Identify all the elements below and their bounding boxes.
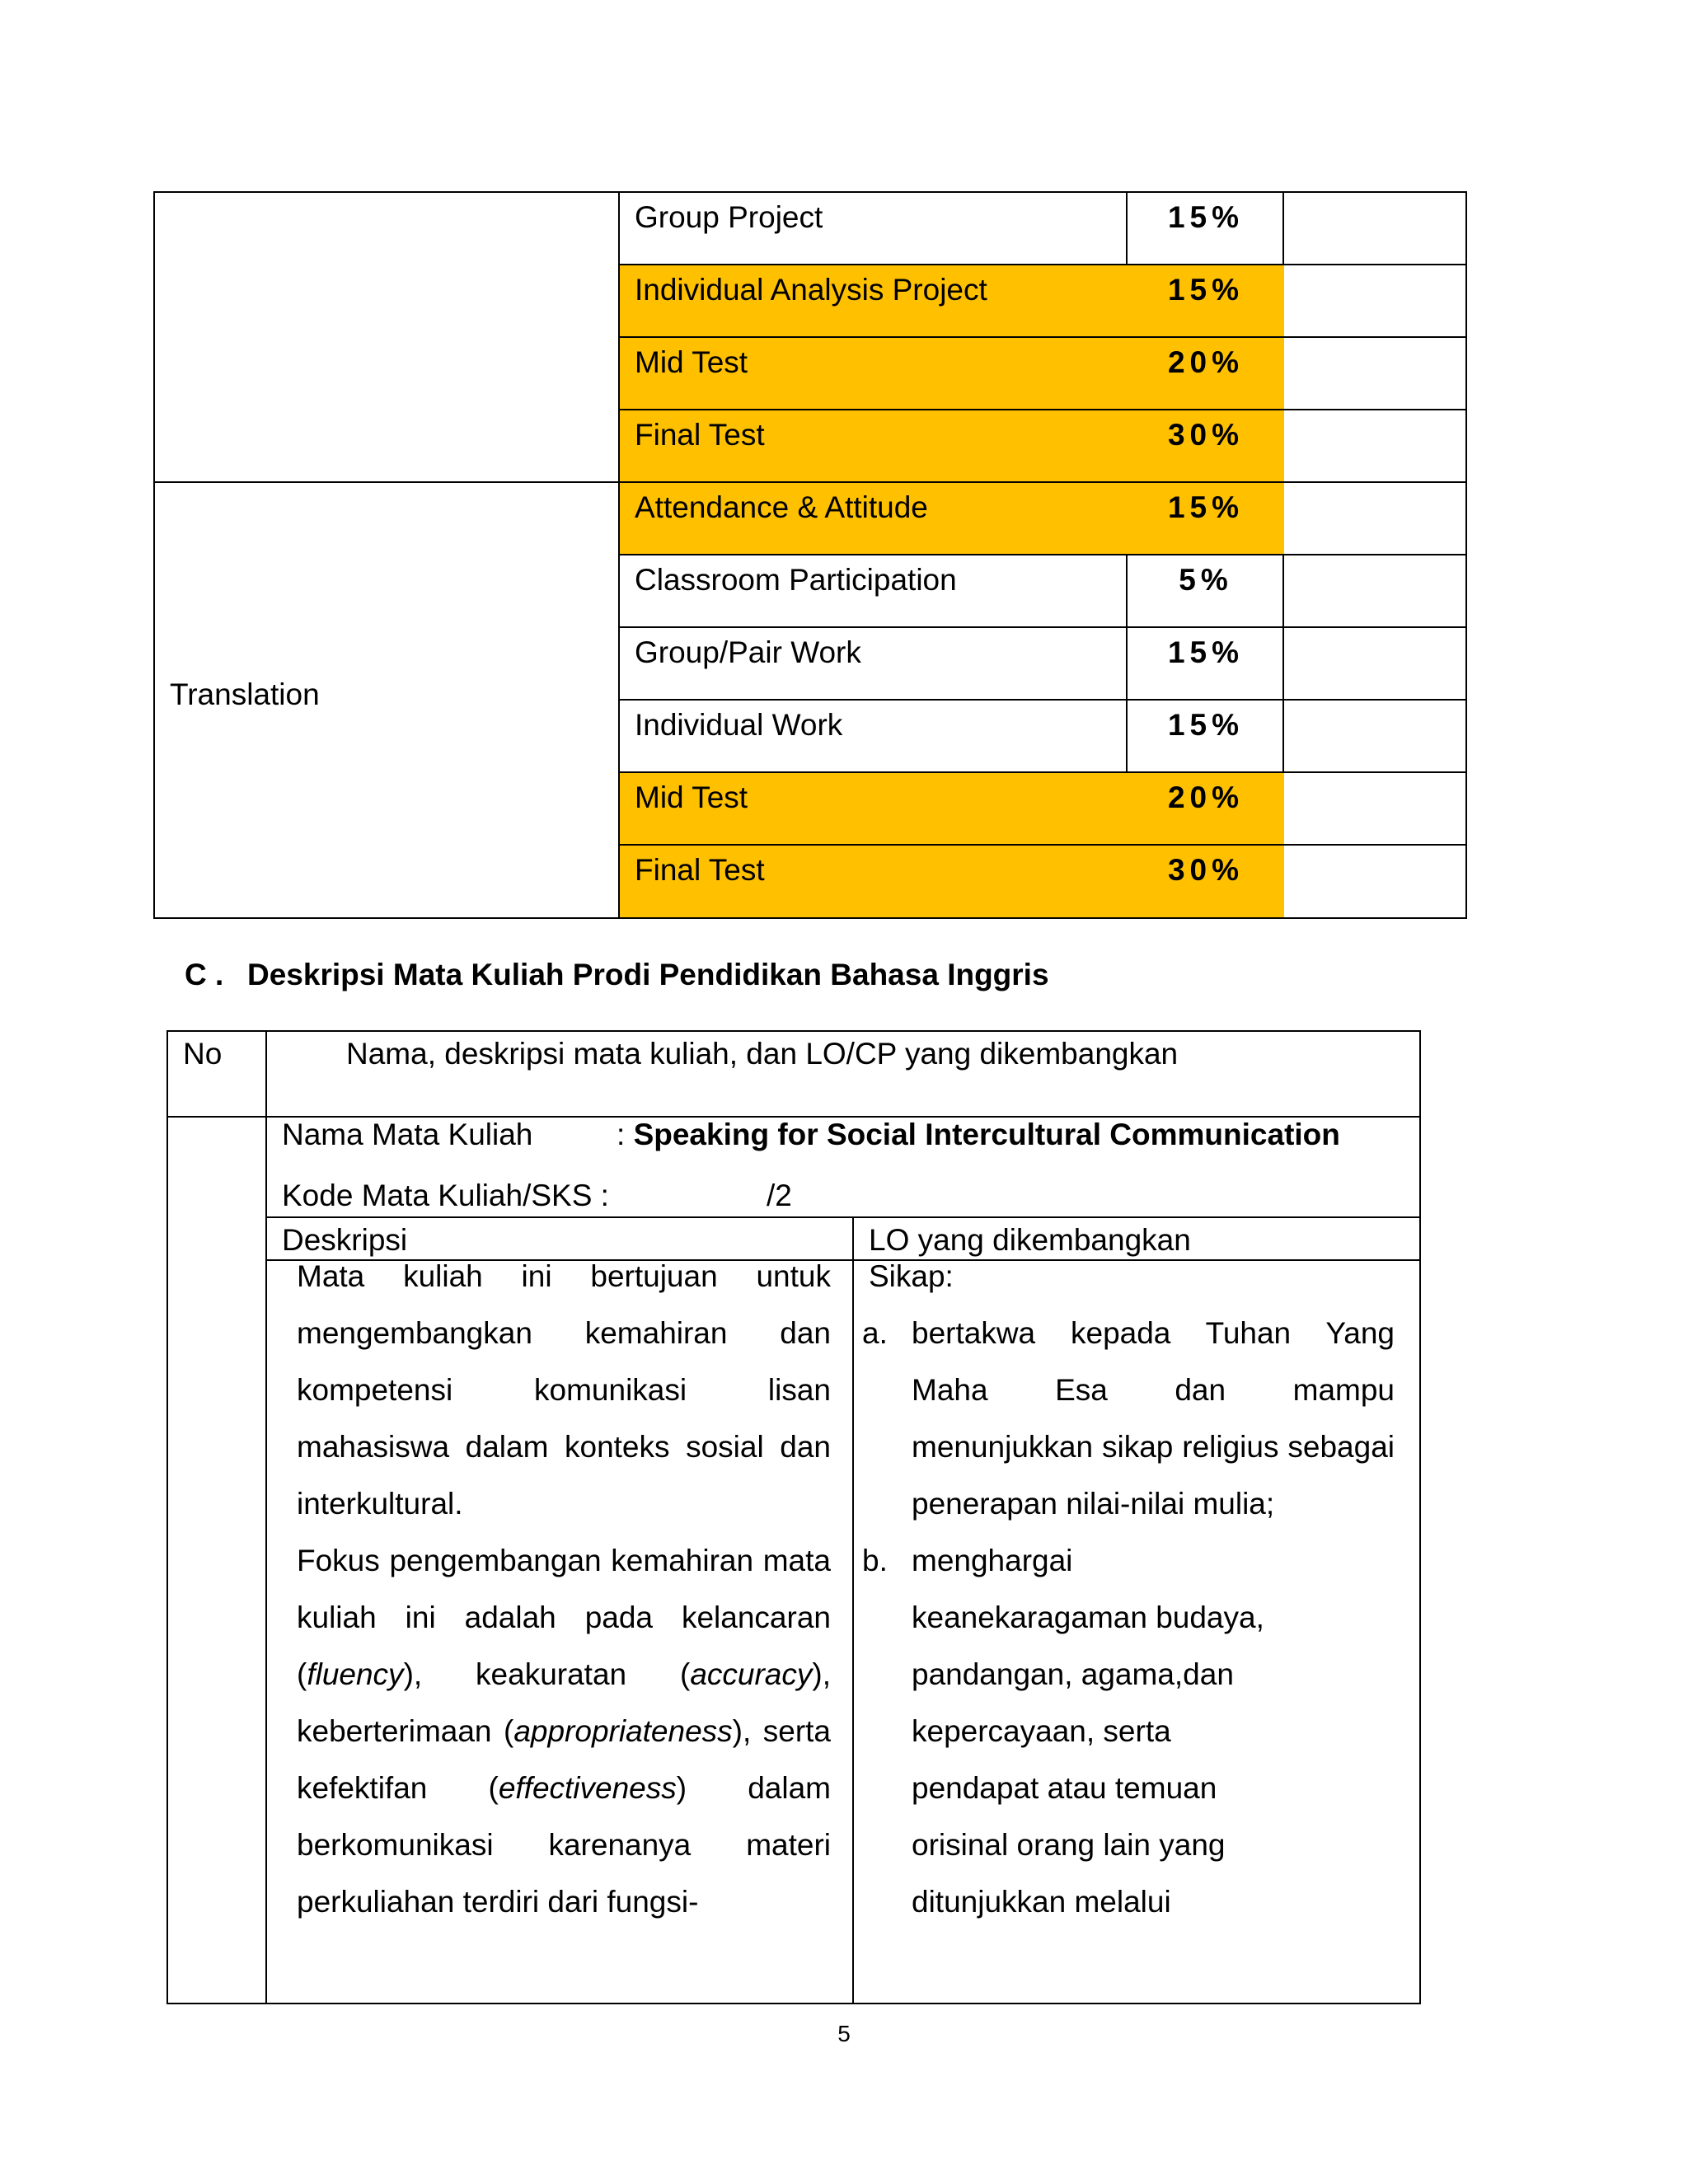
assessment-row <box>620 338 1456 410</box>
component-name: Individual Work <box>635 708 843 742</box>
component-weight: 15% <box>1167 635 1245 669</box>
component-weight: 5% <box>1179 563 1233 597</box>
assessment-row <box>620 265 1456 338</box>
grid-line <box>265 1032 267 2003</box>
component-name: Mid Test <box>635 780 748 814</box>
header-description: Nama, deskripsi mata kuliah, dan LO/CP yang dikembangkan <box>346 1037 1179 1071</box>
col-description-header: Deskripsi <box>282 1223 408 1257</box>
assessment-row <box>620 628 1456 701</box>
component-name: Mid Test <box>635 345 748 379</box>
component-weight: 15% <box>1128 483 1284 555</box>
course-name-label: Nama Mata Kuliah <box>282 1118 533 1151</box>
component-weight: 30% <box>1128 846 1284 917</box>
lo-item <box>862 1305 1395 1532</box>
course-credits: /2 <box>767 1179 792 1212</box>
assessment-row <box>620 483 1456 555</box>
assessment-row <box>620 701 1456 773</box>
lo-text: menghargai keanekaragaman budaya, pandangan, agama,dan kepercayaan, serta pendapat atau temuan orisinal orang lain yang ditunjukkan melalui <box>912 1544 1264 1919</box>
section-letter: C . <box>185 958 224 991</box>
component-weight: 15% <box>1128 265 1284 338</box>
description-paragraph: Fokus pengembangan kemahiran mata kuliah ini adalah pada kelancaran (fluency), keakuratan (accuracy), keberterimaan (appropriateness), serta kefektifan (effectiveness) dalam berkomunikasi karenanya materi perkuliahan terdiri dari fungsi- <box>297 1544 831 1919</box>
assessment-row <box>620 555 1456 628</box>
assessment-row <box>620 193 1456 265</box>
component-weight: 15% <box>1167 708 1245 742</box>
course-name: : Speaking for Social Intercultural Communication <box>617 1118 1340 1151</box>
section-title: Deskripsi Mata Kuliah Prodi Pendidikan Bahasa Inggris <box>247 958 1049 991</box>
section-heading <box>185 958 1049 992</box>
component-weight: 30% <box>1128 410 1284 481</box>
grid-line <box>852 1218 854 2003</box>
component-weight: 20% <box>1128 338 1284 410</box>
component-name: Group/Pair Work <box>635 635 861 669</box>
component-weight: 15% <box>1167 200 1245 234</box>
course-code-label: Kode Mata Kuliah/SKS : <box>282 1179 609 1212</box>
component-name: Group Project <box>635 200 823 234</box>
lo-text: bertakwa kepada Tuhan Yang Maha Esa dan mampu menunjukkan sikap religius sebagai penerapan nilai-nilai mulia; <box>912 1316 1395 1521</box>
component-name: Final Test <box>635 418 765 452</box>
lo-item <box>862 1532 1395 1930</box>
description-paragraph: Mata kuliah ini bertujuan untuk mengembangkan kemahiran dan kompetensi komunikasi lisan mahasiswa dalam konteks sosial dan interkultural. <box>297 1259 831 1521</box>
lo-marker: b. <box>862 1544 888 1577</box>
page-number: 5 <box>837 2021 851 2046</box>
course-label: Translation <box>170 677 320 711</box>
learning-outcomes <box>862 1248 1395 1930</box>
header-no: No <box>183 1037 223 1071</box>
component-weight: 20% <box>1128 773 1284 846</box>
component-name: Final Test <box>635 853 765 887</box>
assessment-row <box>620 410 1456 481</box>
course-description-table <box>166 1030 1421 2004</box>
lo-marker: a. <box>862 1316 888 1350</box>
component-name: Individual Analysis Project <box>635 273 987 307</box>
col-lo-header: LO yang dikembangkan <box>869 1223 1191 1257</box>
assessment-table <box>153 191 1467 919</box>
assessment-row <box>620 846 1456 917</box>
course-description-text <box>297 1248 831 1930</box>
lo-heading: Sikap: <box>869 1259 954 1293</box>
component-name: Classroom Participation <box>635 563 957 597</box>
component-name: Attendance & Attitude <box>635 490 928 524</box>
assessment-row <box>620 773 1456 846</box>
